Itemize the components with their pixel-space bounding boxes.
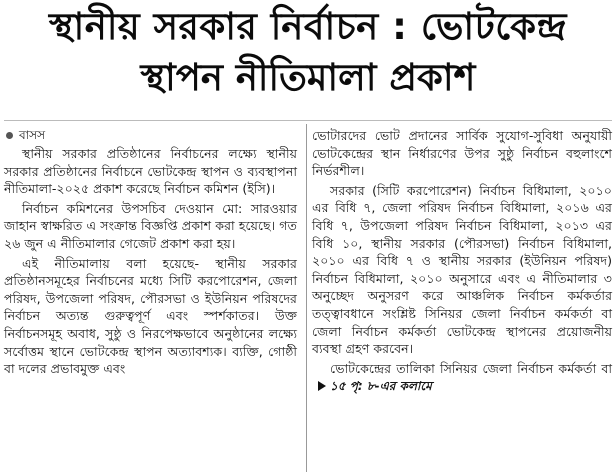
jump-text: ১৫ পৃ: ৮-এর কলামে xyxy=(330,379,432,394)
column-divider xyxy=(306,124,307,472)
paragraph: সরকার (সিটি করপোরেশন) নির্বাচন বিধিমালা, ২০১০ এর বিধি ৭, জেলা পরিষদ নির্বাচন বিধিমালা, ২০১৬ এর বিধি ৭, উপজেলা পরিষদ নির্বাচন বিধিমালা, ২০১৩ এর বিধি ১০, স্থানীয় সরকার (পৌরসভা) নির্বাচন বিধিমালা, ২০১০ এর বিধি ৭ ও স্থানীয় সরকার (ইউনিয়ন পরিষদ) নির্বাচন বিধিমালা, ২০১০ অনুসারে এবং এ নীতিমালার ৩ অনুচ্ছেদ অনুসরণ করে আঞ্চলিক নির্বাচন কর্মকর্তার তত্ত্বাবধানে সংশ্লিষ্ট সিনিয়র জেলা নির্বাচন কর্মকর্তা বা জেলা নির্বাচন কর্মকর্তা ভোটকেন্দ্র স্থাপনের প্রয়োজনীয় ব্যবস্থা গ্রহণ করবেন। xyxy=(312,182,612,357)
paragraph: নির্বাচন কমিশনের উপসচিব দেওয়ান মো: সারওয়ার জাহান স্বাক্ষরিত এ সংক্রান্ত বিজ্ঞপ্তি প্রকাশ করা হয়েছে। গত ২৬ জুন এ নীতিমালার গেজেট প্রকাশ করা হয়। xyxy=(4,200,297,251)
paragraph: ভোটারদের ভোট প্রদানের সার্বিক সুযোগ-সুবিধা অনুযায়ী ভোটকেন্দ্রের স্থান নির্ধারণের উপর সুষ্ঠু নির্বাচন বহুলাংশে নির্ভরশীল। xyxy=(312,128,612,179)
paragraph-with-jump xyxy=(312,360,612,396)
paragraph-text: ভোটকেন্দ্রের তালিকা সিনিয়র জেলা নির্বাচন কর্মকর্তা বা xyxy=(330,360,612,376)
headline-line-1: স্থানীয় সরকার নির্বাচন : ভোটকেন্দ্র xyxy=(49,5,567,48)
article-column-left xyxy=(4,127,297,378)
headline-rule xyxy=(4,120,612,121)
article-column-right xyxy=(312,127,612,396)
headline-line-2: স্থাপন নীতিমালা প্রকাশ xyxy=(140,56,476,99)
headline xyxy=(0,4,616,102)
continued-jump xyxy=(312,379,432,393)
paragraph: স্থানীয় সরকার প্রতিষ্ঠানের নির্বাচনের লক্ষ্যে স্থানীয় সরকার প্রতিষ্ঠানের নির্বাচনে ভোটকেন্দ্র স্থাপন ও ব্যবস্থাপনা নীতিমালা-২০২৫ প্রকাশ করেছে নির্বাচন কমিশন (ইসি)। xyxy=(4,146,297,197)
triangle-icon xyxy=(318,381,326,391)
byline-text: বাসস xyxy=(19,128,46,142)
byline xyxy=(4,127,297,143)
bullet-icon xyxy=(6,132,13,139)
paragraph: এই নীতিমালায় বলা হয়েছে- স্থানীয় সরকার প্রতিষ্ঠানসমূহের নির্বাচনের মধ্যে সিটি করপোরেশন, জেলা পরিষদ, উপজেলা পরিষদ, পৌরসভা ও ইউনিয়ন পরিষদের নির্বাচন অত্যন্ত গুরুত্বপূর্ণ এবং স্পর্শকাতর। উক্ত নির্বাচনসমূহ অবাধ, সুষ্ঠু ও নিরপেক্ষভাবে অনুষ্ঠানের লক্ষ্যে সর্বোত্তম স্থানে ভোটকেন্দ্র স্থাপন অত্যাবশ্যক। ব্যক্তি, গোষ্ঠী বা দলের প্রভাবমুক্ত এবং xyxy=(4,255,297,377)
